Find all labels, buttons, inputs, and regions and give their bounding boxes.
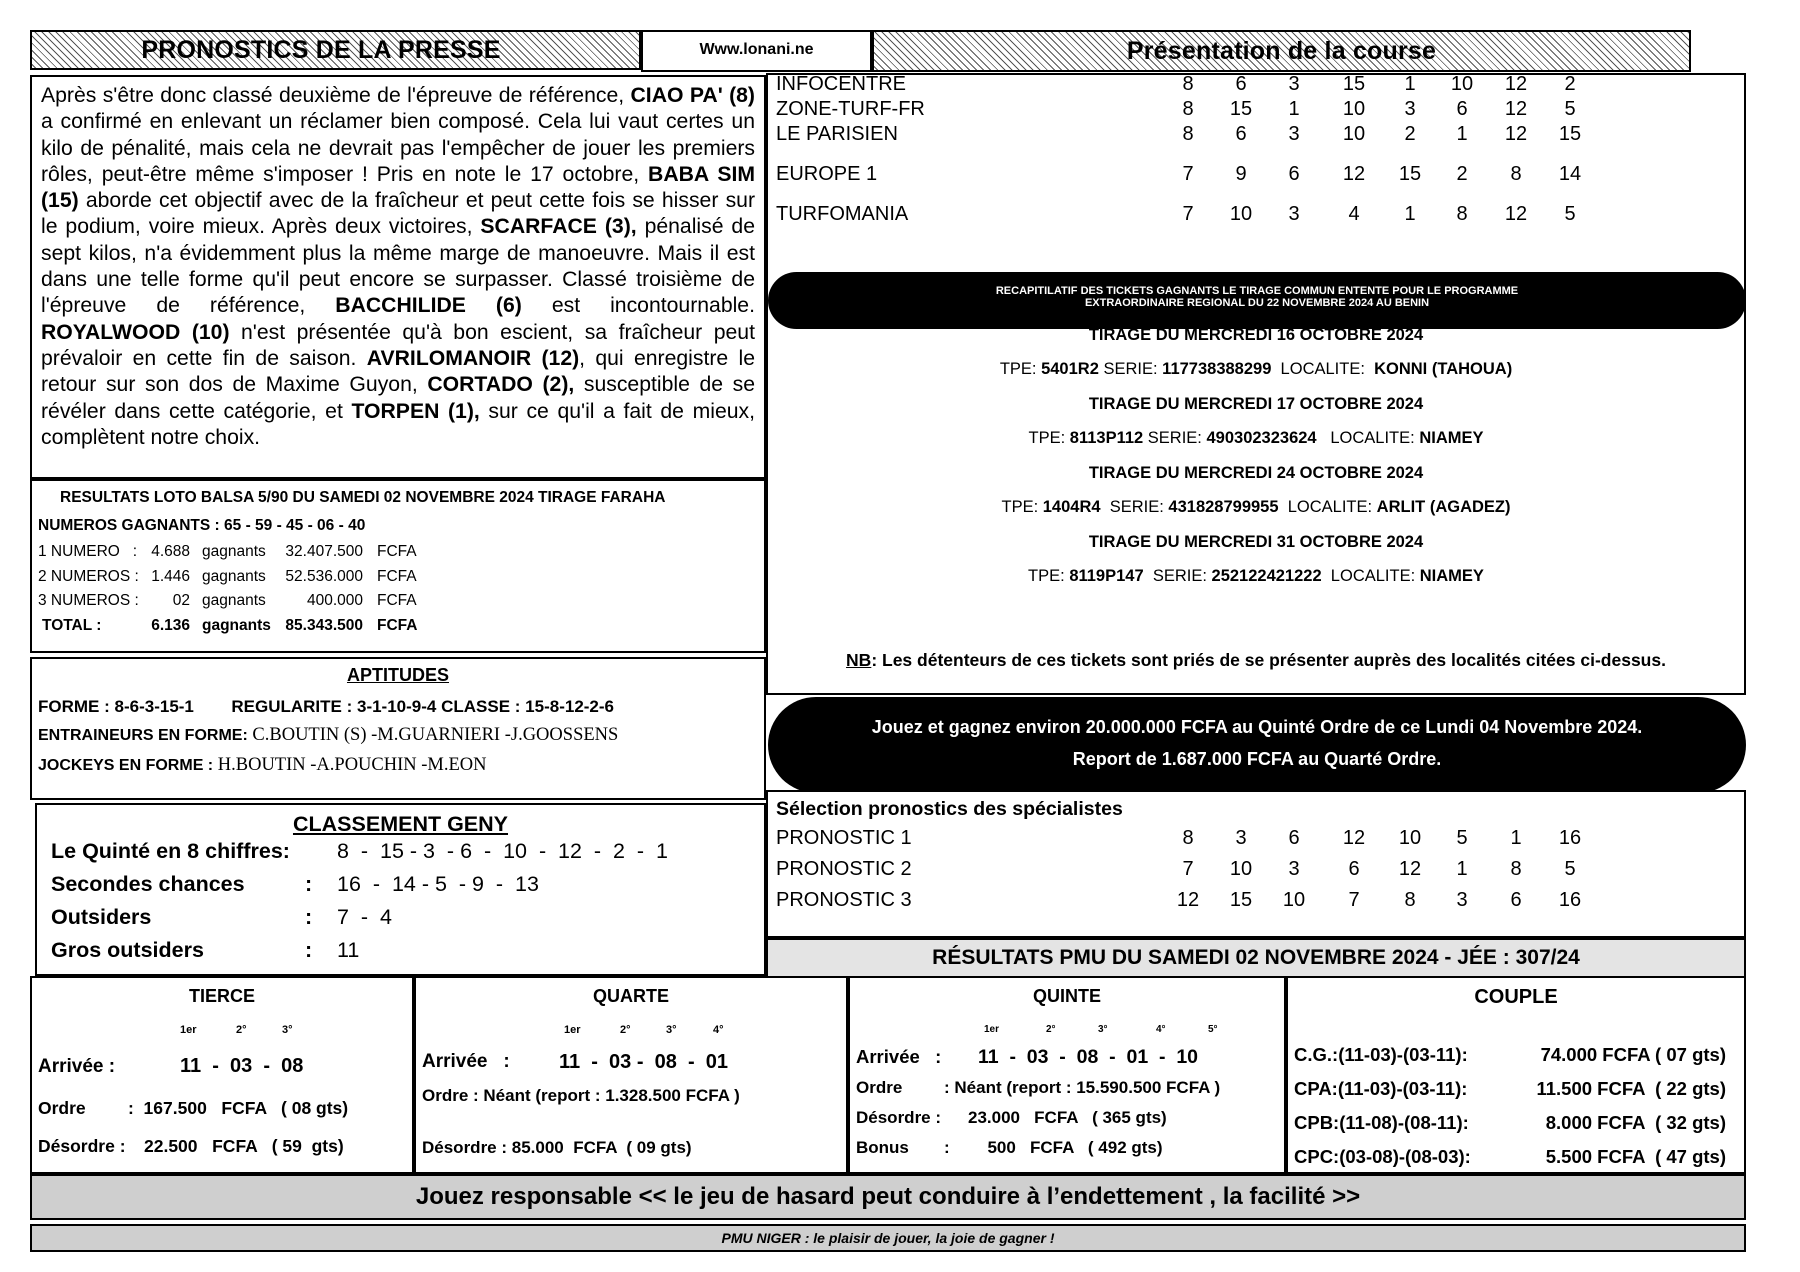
pronostic-number: 6 [1288,827,1300,849]
pronostic-name: PRONOSTIC 1 [776,827,912,849]
presse-prono-number: 1 [1404,73,1416,95]
geny-value: 8 - 15 - 3 - 6 - 10 - 12 - 2 - 1 [337,839,668,863]
quinte-bonus: : 500 FCFA ( 492 gts) [944,1138,1163,1157]
draw-serie: 117738388299 [1162,360,1272,378]
presse-prono-number: 5 [1564,203,1576,225]
nb-text: : Les détenteurs de ces tickets sont priés de se présenter auprès des localités citées ci-dessus. [871,650,1666,670]
loto-word: gagnants [202,567,266,585]
press-paragraph-box [30,75,766,479]
press-text: sur ce qu'il a fait de mieux, complètent notre choix. [41,399,755,449]
draw-loc-label: LOCALITE: [1321,567,1420,585]
presse-prono-number: 10 [1342,98,1366,120]
geny-title: CLASSEMENT GENY [292,812,509,836]
pronostic-number: 1 [1510,827,1522,849]
presse-prono-number: 10 [1229,203,1253,225]
geny-box [35,803,766,976]
loto-word: gagnants [202,616,271,634]
tierce-arrivee: 11 - 03 - 08 [180,1055,304,1077]
loto-title: RESULTATS LOTO BALSA 5/90 DU SAMEDI 02 NOVEMBRE 2024 TIRAGE FARAHA [60,489,666,506]
pronostic-number: 10 [1229,858,1253,880]
couple-value: 11.500 FCFA ( 22 gts) [1536,1078,1726,1099]
forme-label: FORME : [38,697,110,716]
quinte-place-2: 2° [1046,1024,1056,1035]
quinte-place-3: 3° [1098,1024,1108,1035]
pronostic-number: 7 [1182,858,1194,880]
geny-label: Gros outsiders [51,938,204,962]
loto-label: 2 NUMEROS : [38,567,139,585]
draw-tpe-label: TPE: [1001,498,1043,516]
draw-serie: 252122421222 [1211,567,1322,585]
presse-prono-number: 10 [1450,73,1474,95]
presse-prono-row [768,163,1744,189]
draw-serie: 431828799955 [1168,498,1279,516]
loto-results-box [30,479,766,653]
quinte-arrivee-label: Arrivée : [856,1046,942,1067]
presse-prono-name: EUROPE 1 [776,163,878,185]
couple-value: 5.500 FCFA ( 47 gts) [1545,1146,1726,1167]
presse-prono-number: 5 [1564,98,1576,120]
presse-prono-name: TURFOMANIA [776,203,909,225]
draw-loc: KONNI (TAHOUA) [1374,360,1513,378]
horse-name: CORTADO (2), [427,373,575,397]
couple-label: CPC:(03-08)-(08-03): [1294,1146,1471,1167]
classe-value: 15-8-12-2-6 [525,697,614,716]
presse-prono-number: 1 [1288,98,1300,120]
press-text: pénalisé de sept kilos, n'a évidemment plus la même marge de manoeuvre. Mais il est dans une telle forme qu'il peut encore se surpasser. Classé troisième de l'épreuve de référence, [41,215,755,318]
draw-tpe: 5401R2 [1041,360,1099,378]
quarte-place-1: 1er [564,1024,581,1036]
tierce-desordre: 22.500 FCFA ( 59 gts) [144,1136,344,1156]
draw-tpe-label: TPE: [1028,567,1070,585]
tierce-place-1: 1er [180,1024,197,1036]
quarte-arrivee: 11 - 03 - 08 - 01 [559,1051,728,1073]
press-text: susceptible de se révéler dans cette catégorie, et [41,373,756,423]
quinte-title: QUINTE [1032,986,1101,1006]
draw-details [768,567,1744,586]
classe-label: CLASSE : [441,697,521,716]
quarte-place-3: 3° [666,1024,677,1036]
quinte-place-4: 4° [1156,1024,1166,1035]
draw-loc: NIAMEY [1419,429,1484,447]
pronostic-number: 10 [1398,827,1422,849]
loto-label: 1 NUMERO : [38,543,138,560]
url-box[interactable] [641,30,872,72]
couple-box [1286,976,1746,1174]
tierce-box [30,976,414,1174]
horse-name: SCARFACE (3), [480,215,637,239]
geny-sep: : [305,905,313,929]
aptitudes-title: APTITUDES [346,665,449,685]
quarte-place-2: 2° [620,1024,631,1036]
press-paragraph [32,77,764,451]
couple-label: C.G.:(11-03)-(03-11): [1294,1044,1468,1065]
loto-cur: FCFA [377,592,417,609]
tickets-banner-line2: EXTRAORDINAIRE REGIONAL DU 22 NOVEMBRE 2024 AU BENIN [1084,297,1430,309]
loto-cur: FCFA [377,543,417,560]
geny-label: Le Quinté en 8 chiffres: [51,839,290,863]
pronostic-number: 3 [1235,827,1247,849]
loto-word: gagnants [202,592,266,609]
presse-prono-name: INFOCENTRE [776,73,906,95]
pronostic-number: 10 [1282,889,1306,911]
geny-value: 11 [337,938,360,962]
tierce-arrivee-label: Arrivée : [38,1056,116,1077]
selection-title: Sélection pronostics des spécialistes [776,798,1123,820]
loto-amount: 52.536.000 [285,567,363,585]
pronostic-number: 16 [1558,827,1582,849]
presse-prono-number: 2 [1404,123,1416,145]
quinte-bonus-label: Bonus [856,1138,909,1157]
pronostic-number: 16 [1558,889,1582,911]
aptitudes-forme-line [38,697,614,717]
couple-label: CPA:(11-03)-(03-11): [1294,1078,1468,1099]
presse-prono-number: 3 [1288,123,1300,145]
tierce-desordre-label: Désordre : [38,1136,126,1156]
press-title: PRONOSTICS DE LA PRESSE [141,36,501,64]
presse-pronostics-table [766,73,1746,288]
presse-prono-number: 2 [1456,163,1468,185]
loto-winning-label: NUMEROS GAGNANTS : [38,517,220,534]
course-title: Présentation de la course [1126,37,1437,65]
quarte-arrivee-label: Arrivée : [422,1051,510,1072]
quarte-box [414,976,848,1174]
horse-name: AVRILOMANOIR (12) [366,346,580,370]
pronostic-number: 8 [1510,858,1522,880]
presse-prono-number: 14 [1558,163,1582,185]
warning-bar [30,1174,1746,1220]
presse-prono-number: 7 [1182,163,1194,185]
pronostic-number: 1 [1456,858,1468,880]
aptitudes-box [30,657,766,800]
tierce-ordre: : 167.500 FCFA ( 08 gts) [128,1098,349,1118]
header-left-banner [30,30,641,70]
entraineurs-line [38,725,618,746]
draw-loc: NIAMEY [1419,567,1484,585]
pronostic-number: 3 [1288,858,1300,880]
presse-prono-number: 6 [1235,73,1247,95]
quinte-box [848,976,1286,1174]
slogan-bar [30,1224,1746,1252]
horse-name: BABA SIM (15) [41,162,755,213]
couple-value: 8.000 FCFA ( 32 gts) [1545,1112,1726,1133]
presse-prono-number: 10 [1342,123,1366,145]
loto-label: 3 NUMEROS : [38,592,139,609]
responsible-gaming-warning: Jouez responsable << le jeu de hasard peut conduire à l’endettement , la facilité >> [415,1183,1361,1210]
presse-prono-number: 15 [1398,163,1422,185]
tierce-ordre-label: Ordre [38,1098,86,1118]
nb-label: NB [846,650,872,670]
loto-label: TOTAL : [42,616,102,634]
presse-prono-number: 1 [1456,123,1468,145]
quinte-ordre: : Néant (report : 15.590.500 FCFA ) [944,1078,1221,1097]
tickets-banner-line1: RECAPITILATIF DES TICKETS GAGNANTS LE TIRAGE COMMUN ENTENTE POUR LE PROGRAMME [995,285,1519,297]
geny-label: Outsiders [51,905,152,929]
tierce-title: TIERCE [188,986,255,1006]
pronostic-number: 12 [1342,827,1366,849]
presse-prono-number: 12 [1342,163,1366,185]
draw-serie-label: SERIE: [1143,567,1212,585]
draw-title: TIRAGE DU MERCREDI 24 OCTOBRE 2024 [1088,464,1424,482]
loto-amount: 32.407.500 [285,543,363,560]
draw-tpe: 8119P147 [1069,567,1144,585]
loto-count: 4.688 [151,543,190,560]
pmu-results-title: RÉSULTATS PMU DU SAMEDI 02 NOVEMBRE 2024 - JÉE : 307/24 [932,946,1580,969]
tierce-place-2: 2° [236,1024,247,1036]
presse-prono-number: 7 [1182,203,1194,225]
presse-prono-number: 8 [1182,98,1194,120]
promo-banner [768,697,1746,793]
pronostic-number: 8 [1182,827,1194,849]
pronostic-number: 6 [1510,889,1522,911]
pronostic-number: 12 [1398,858,1422,880]
draw-serie-label: SERIE: [1100,498,1169,516]
draw-tpe: 1404R4 [1042,498,1101,516]
draw-title: TIRAGE DU MERCREDI 17 OCTOBRE 2024 [1088,395,1424,413]
jockeys-value: H.BOUTIN -A.POUCHIN -M.EON [213,755,487,775]
presse-prono-number: 3 [1288,203,1300,225]
presse-prono-name: LE PARISIEN [776,123,898,145]
pronostic-number: 5 [1564,858,1576,880]
loto-cur: FCFA [377,567,417,585]
presse-prono-number: 6 [1288,163,1300,185]
tierce-place-3: 3° [282,1024,293,1036]
loto-winning-numbers: 65 - 59 - 45 - 06 - 40 [224,517,366,534]
presse-prono-number: 6 [1235,123,1247,145]
draw-tpe-label: TPE: [1028,429,1070,447]
pronostic-number: 7 [1348,889,1360,911]
couple-title: COUPLE [1474,986,1558,1008]
draw-serie-label: SERIE: [1098,360,1163,378]
presse-prono-number: 8 [1182,123,1194,145]
press-text: Après s'être donc classé deuxième de l'épreuve de référence, [41,84,631,107]
quinte-place-5: 5° [1208,1024,1218,1035]
presse-prono-number: 12 [1504,73,1528,95]
loto-cur: FCFA [377,616,418,634]
jockeys-label: JOCKEYS EN FORME : [38,757,214,774]
presse-prono-number: 12 [1504,123,1528,145]
quinte-desordre-label: Désordre : [856,1108,942,1127]
press-text: n'est présentée qu'à bon escient, sa fraîcheur peut prévaloir en cette fin de saison. [41,320,755,370]
presse-prono-number: 15 [1229,98,1253,120]
presse-prono-row [768,73,1744,99]
pronostic-row [768,827,1744,853]
banner-shadow-tail [1740,296,1800,322]
promo-line2: Report de 1.687.000 FCFA au Quarté Ordre. [1072,749,1442,769]
pronostic-number: 3 [1456,889,1468,911]
press-text: , qui enregistre le retour sur son dos de Maxime Guyon, [41,346,755,397]
forme-value: 8-6-3-15-1 [114,697,194,716]
quarte-place-4: 4° [713,1024,724,1036]
press-text: aborde cet objectif avec de la fraîcheur et peut cette fois se hisser sur le podium, voire mieux. Après deux victoires, [41,189,755,239]
pronostic-number: 6 [1348,858,1360,880]
presse-prono-number: 2 [1564,73,1576,95]
pmu-slogan: PMU NIGER : le plaisir de jouer, la joie de gagner ! [721,1230,1055,1246]
press-text: est incontournable. [521,294,755,318]
quinte-arrivee: 11 - 03 - 08 - 01 - 10 [978,1046,1199,1068]
presse-prono-number: 8 [1510,163,1522,185]
loto-amount: 400.000 [306,592,363,609]
draw-tpe: 8113P112 [1069,429,1144,447]
presse-prono-number: 15 [1558,123,1582,145]
press-text: a confirmé en enlevant un réclamer bien composé. Cela lui vaut certes un kilo de pénalité, mais cela ne devrait pas l'empêcher de jouer les premiers rôles, peut-être même s'imposer ! Pris en note le 17 octobre, [41,110,755,186]
presse-prono-row [768,123,1744,149]
geny-value: 7 - 4 [337,905,392,929]
quarte-desordre: Désordre : 85.000 FCFA ( 09 gts) [422,1138,692,1157]
geny-sep: : [305,872,313,896]
draw-loc-label: LOCALITE: [1316,429,1420,447]
presse-prono-number: 4 [1348,203,1360,225]
draw-loc-label: LOCALITE: [1278,498,1377,516]
tickets-note [768,650,1744,671]
presse-prono-row [768,203,1744,229]
quinte-place-1: 1er [984,1024,1000,1035]
horse-name: BACCHILIDE (6) [335,294,522,318]
draw-details [768,360,1744,379]
couple-label: CPB:(11-08)-(08-11): [1294,1112,1469,1133]
site-url[interactable]: Www.lonani.ne [699,41,814,58]
presse-prono-number: 15 [1342,73,1366,95]
presse-prono-name: ZONE-TURF-FR [776,98,925,120]
quinte-desordre: 23.000 FCFA ( 365 gts) [968,1108,1167,1127]
draw-serie-label: SERIE: [1143,429,1207,447]
quarte-title: QUARTE [593,986,669,1006]
regularite-value: 3-1-10-9-4 [356,697,437,716]
draw-details [768,429,1744,448]
selection-box [766,790,1746,938]
draw-title: TIRAGE DU MERCREDI 31 OCTOBRE 2024 [1088,533,1424,551]
horse-name: TORPEN (1), [351,399,480,423]
entraineurs-value: C.BOUTIN (S) -M.GUARNIERI -J.GOOSSENS [247,725,619,745]
draw-tpe-label: TPE: [999,360,1042,378]
draw-title: TIRAGE DU MERCREDI 16 OCTOBRE 2024 [1088,326,1424,344]
quinte-ordre-label: Ordre [856,1078,903,1097]
draw-serie: 490302323624 [1206,429,1317,447]
pronostic-number: 15 [1229,889,1253,911]
pronostic-number: 5 [1456,827,1468,849]
presse-prono-number: 8 [1182,73,1194,95]
loto-winning [38,517,365,535]
presse-prono-number: 12 [1504,203,1528,225]
loto-count: 6.136 [151,616,190,634]
regularite-label: REGULARITE : [231,697,353,716]
draw-details [768,498,1744,517]
presse-prono-row [768,98,1744,124]
quarte-ordre: Ordre : Néant (report : 1.328.500 FCFA ) [422,1086,740,1105]
horse-name: CIAO PA' (8) [630,84,755,107]
geny-label: Secondes chances [51,872,245,896]
presse-prono-number: 9 [1235,163,1247,185]
promo-line1: Jouez et gagnez environ 20.000.000 FCFA au Quinté Ordre de ce Lundi 04 Novembre 2024. [871,717,1643,737]
pronostic-name: PRONOSTIC 2 [776,858,912,880]
jockeys-line [38,755,487,776]
pronostic-number: 12 [1176,889,1200,911]
pronostic-row [768,889,1744,915]
geny-value: 16 - 14 - 5 - 9 - 13 [337,872,539,896]
presse-prono-number: 1 [1404,203,1416,225]
loto-count: 1.446 [151,567,190,585]
presse-prono-number: 12 [1504,98,1528,120]
header-right-banner [872,30,1691,72]
pronostic-name: PRONOSTIC 3 [776,889,912,911]
pronostic-row [768,858,1744,884]
draw-loc-label: LOCALITE: [1271,360,1375,378]
horse-name: ROYALWOOD (10) [41,320,230,344]
loto-word: gagnants [202,543,266,560]
pmu-results-header [766,938,1746,978]
entraineurs-label: ENTRAINEURS EN FORME: [38,727,248,744]
presse-prono-number: 3 [1288,73,1300,95]
loto-count: 02 [172,592,190,609]
presse-prono-number: 3 [1404,98,1416,120]
pronostic-number: 8 [1404,889,1416,911]
presse-prono-number: 8 [1456,203,1468,225]
couple-value: 74.000 FCFA ( 07 gts) [1540,1044,1726,1065]
presse-prono-number: 6 [1456,98,1468,120]
draw-loc: ARLIT (AGADEZ) [1376,498,1511,516]
tickets-box [766,285,1746,695]
loto-amount: 85.343.500 [285,616,363,634]
geny-sep: : [305,938,313,962]
tickets-banner [768,272,1746,329]
